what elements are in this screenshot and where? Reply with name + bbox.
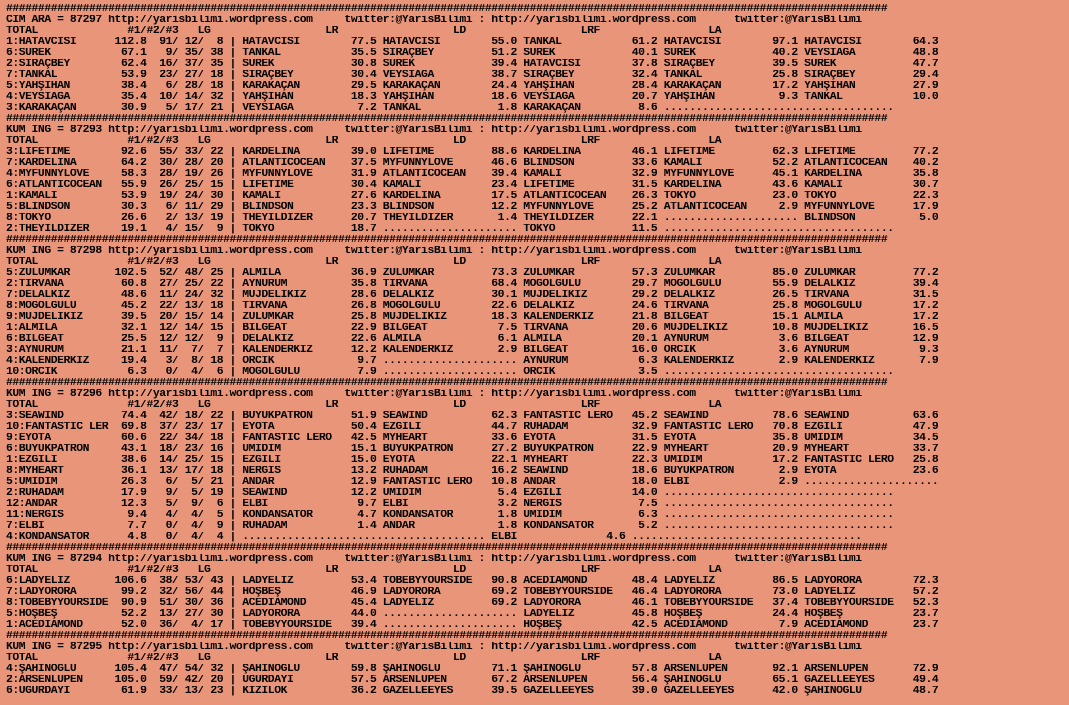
separator-line: ##########################################################################################################################################	[6, 543, 888, 554]
stat-row: 12:ANDAR 12.3 5/ 9/ 6 | ELBİ 9.7 ELBİ 3.2 NERGİS 7.5 ....................................	[6, 499, 894, 510]
stat-row: 6:UĞURDAYI 61.9 33/ 13/ 23 | KIZILOK 36.2 GAZELLEEYES 39.5 GAZELLEEYES 39.0 GAZELLEEYES 42.0 ŞAHİNOĞLU 48.7	[6, 686, 939, 697]
separator-line: ##########################################################################################################################################	[6, 378, 888, 389]
column-header-line: TOTAL #1/#2/#3 LG LR LD LRF LA	[6, 400, 722, 411]
stat-row: 2:TİRVANA 60.8 27/ 25/ 22 | AYNURUM 35.8 TİRVANA 68.4 MOĞOLGÜLÜ 29.7 MOĞOLGÜLÜ 55.9 DELALKIZ 39.4	[6, 279, 939, 290]
stat-row: 4:MYFUNNYLOVE 58.3 28/ 19/ 26 | MYFUNNYLOVE 31.9 ATLANTICOCEAN 39.4 KAMALI 32.9 MYFUNNYLOVE 45.1 KARDELINA 35.8	[6, 169, 939, 180]
stat-row: 2:THEYILDIZER 19.1 4/ 15/ 9 | TOKYO 18.7 ..................... TOKYO 11.5 ....................................	[6, 224, 894, 235]
column-header-line: TOTAL #1/#2/#3 LG LR LD LRF LA	[6, 136, 722, 147]
race-header-line: KUM ING = 87294 http://yarisbilimi.wordpress.com twitter:@YarisBilimi : http://yarisbilimi.wordpress.com twitter:@YarisBilimi	[6, 554, 862, 565]
stat-row: 8:TOKYO 26.6 2/ 13/ 19 | THEYILDIZER 20.7 THEYILDIZER 1.4 THEYILDIZER 22.1 ..................... BLINDSON 5.0	[6, 213, 939, 224]
stat-row: 6:ATLANTICOCEAN 55.9 26/ 25/ 15 | LIFETIME 30.4 KAMALI 23.4 LIFETIME 31.5 KARDELINA 43.6 KAMALI 30.7	[6, 180, 939, 191]
stat-row: 2:RUHADAM 17.9 9/ 5/ 19 | SEAWIND 12.2 ÜMİDİM 5.4 EZGİLİ 14.0 ....................................	[6, 488, 894, 499]
stat-row: 7:ELBİ 7.7 0/ 4/ 9 | RUHADAM 1.4 ANDAR 1.8 KONDANSATÖR 5.2 ....................................	[6, 521, 894, 532]
column-header-line: TOTAL #1/#2/#3 LG LR LD LRF LA	[6, 653, 722, 664]
stat-row: 8:MOĞOLGÜLÜ 45.2 22/ 13/ 18 | TİRVANA 26.8 MOĞOLGÜLÜ 22.6 DELALKIZ 24.6 TİRVANA 25.8 MOĞOLGÜLÜ 17.2	[6, 301, 939, 312]
stat-row: 6:BİLGEAT 25.5 12/ 12/ 9 | DELALKIZ 22.6 ALMİLA 6.1 ALMİLA 20.1 AYNURUM 3.6 BİLGEAT 12.9	[6, 334, 939, 345]
separator-line: ##########################################################################################################################################	[6, 631, 888, 642]
stat-row: 5:YAHŞİHAN 38.4 6/ 28/ 18 | KARAKAÇAN 29.5 KARAKAÇAN 24.4 YAHŞİHAN 28.4 KARAKAÇAN 17.2 YAHŞİHAN 27.9	[6, 81, 939, 92]
stat-row: 6:LADYELIZ 106.6 38/ 53/ 43 | LADYELIZ 53.4 TOBEBYYOURSIDE 90.8 ACEDIAMOND 48.4 LADYELIZ 86.5 LADYORORA 72.3	[6, 576, 939, 587]
stat-row: 1:EZGİLİ 38.6 14/ 25/ 15 | EZGİLİ 15.0 EYOTA 22.1 MYHEART 22.3 ÜMİDİM 17.2 FANTASTIC LERO 25.8	[6, 455, 939, 466]
stat-row: 10:ORCİK 6.3 0/ 4/ 6 | MOĞOLGÜLÜ 7.9 ..................... ORCİK 3.5 ....................................	[6, 367, 894, 378]
race-header-line: KUM ING = 87293 http://yarisbilimi.wordpress.com twitter:@YarisBilimi : http://yarisbilimi.wordpress.com twitter:@YarisBilimi	[6, 125, 862, 136]
stat-row: 7:KARDELINA 64.2 30/ 28/ 20 | ATLANTICOCEAN 37.5 MYFUNNYLOVE 46.6 BLINDSON 33.6 KAMALI 52.2 ATLANTICOCEAN 40.2	[6, 158, 939, 169]
stat-row: 1:HATAVCISI 112.8 91/ 12/ 8 | HATAVCISI 77.5 HATAVCISI 55.0 TANKAL 61.2 HATAVCISI 97.1 HATAVCISI 64.3	[6, 37, 939, 48]
race-header-line: KUM ING = 87296 http://yarisbilimi.wordpress.com twitter:@YarisBilimi : http://yarisbilimi.wordpress.com twitter:@YarisBilimi	[6, 389, 862, 400]
race-header-line: KUM ING = 87298 http://yarisbilimi.wordpress.com twitter:@YarisBilimi : http://yarisbilimi.wordpress.com twitter:@YarisBilimi	[6, 246, 862, 257]
stat-row: 1:ACEDIAMOND 52.0 36/ 4/ 17 | TOBEBYYOURSIDE 39.4 ..................... HOŞBEŞ 42.5 ACEDIAMOND 7.9 ACEDIAMOND 23.7	[6, 620, 939, 631]
stat-row: 4:KONDANSATÖR 4.8 0/ 4/ 4 | ...................................... ELBİ 4.6 ....................................	[6, 532, 862, 543]
stat-row: 1:KAMALI 53.9 19/ 24/ 30 | KAMALI 27.6 KARDELINA 17.5 ATLANTICOCEAN 26.3 TOKYO 23.0 TOKYO 22.3	[6, 191, 939, 202]
stat-row: 9:MÜJDELİKIZ 39.5 20/ 15/ 14 | ZÜLUMKAR 25.8 MÜJDELİKIZ 18.3 KALENDERKIZ 21.8 BİLGEAT 15.1 ALMİLA 17.2	[6, 312, 939, 323]
separator-line: ##########################################################################################################################################	[6, 235, 888, 246]
stat-row: 7:LADYORORA 99.2 32/ 56/ 44 | HOŞBEŞ 46.9 LADYORORA 69.2 TOBEBYYOURSIDE 46.4 LADYORORA 73.0 LADYELIZ 57.2	[6, 587, 939, 598]
column-header-line: TOTAL #1/#2/#3 LG LR LD LRF LA	[6, 26, 722, 37]
stat-row: 9:EYOTA 60.6 22/ 34/ 18 | FANTASTIC LERO 42.5 MYHEART 33.6 EYOTA 31.5 EYOTA 35.8 ÜMİDİM 34.5	[6, 433, 939, 444]
stat-row: 3:KARAKAÇAN 30.9 5/ 17/ 21 | VEYSİAĞA 7.2 TANKAL 1.8 KARAKAÇAN 8.6 ....................................	[6, 103, 894, 114]
stat-row: 7:DELALKIZ 48.6 11/ 24/ 32 | MÜJDELİKIZ 28.6 DELALKIZ 30.1 MÜJDELİKIZ 29.2 DELALKIZ 26.5 TİRVANA 31.5	[6, 290, 939, 301]
stat-row: 5:ÜMİDİM 26.3 6/ 5/ 21 | ANDAR 12.9 FANTASTIC LERO 10.8 ANDAR 18.0 ELBİ 2.9 .....................	[6, 477, 939, 488]
stat-row: 2:ARSENLUPEN 105.0 59/ 42/ 20 | UĞURDAYI 57.5 ARSENLUPEN 67.2 ARSENLUPEN 56.4 ŞAHİNOĞLU 65.1 GAZELLEEYES 49.4	[6, 675, 939, 686]
stat-row: 5:HOŞBEŞ 52.2 13/ 27/ 30 | LADYORORA 44.0 ..................... LADYELIZ 45.8 HOŞBEŞ 24.4 HOŞBEŞ 23.7	[6, 609, 939, 620]
separator-line: ##########################################################################################################################################	[6, 114, 888, 125]
stat-row: 5:BLINDSON 30.3 6/ 11/ 29 | BLINDSON 23.3 BLINDSON 12.2 MYFUNNYLOVE 25.2 ATLANTICOCEAN 2.9 MYFUNNYLOVE 17.9	[6, 202, 939, 213]
stat-row: 8:TOBEBYYOURSIDE 90.9 51/ 30/ 36 | ACEDIAMOND 45.4 LADYELIZ 69.2 LADYORORA 46.1 TOBEBYYOURSIDE 37.4 TOBEBYYOURSIDE 52.3	[6, 598, 939, 609]
stat-row: 6:SÜREK 67.1 9/ 35/ 38 | TANKAL 35.5 SIRAÇBEY 51.2 SÜREK 40.1 SÜREK 40.2 VEYSİAĞA 48.8	[6, 48, 939, 59]
stat-row: 6:BÜYÜKPATRON 43.1 18/ 23/ 16 | ÜMİDİM 15.1 BÜYÜKPATRON 27.2 BÜYÜKPATRON 22.9 MYHEART 20.9 MYHEART 33.7	[6, 444, 939, 455]
stat-row: 3:LIFETIME 92.6 55/ 33/ 22 | KARDELINA 39.0 LIFETIME 88.6 KARDELINA 46.1 LIFETIME 62.3 LIFETIME 77.2	[6, 147, 939, 158]
stat-row: 3:AYNURUM 21.1 11/ 7/ 7 | KALENDERKIZ 12.2 KALENDERKIZ 2.9 BİLGEAT 16.0 ORCİK 3.6 AYNURUM 9.3	[6, 345, 939, 356]
stat-row: 7:TANKAL 53.9 23/ 27/ 18 | SIRAÇBEY 30.4 VEYSİAĞA 38.7 SIRAÇBEY 32.4 TANKAL 25.8 SIRAÇBEY 29.4	[6, 70, 939, 81]
stat-row: 1:ALMİLA 32.1 12/ 14/ 15 | BİLGEAT 22.9 BİLGEAT 7.5 TİRVANA 20.6 MÜJDELİKIZ 10.8 MÜJDELİKIZ 16.5	[6, 323, 939, 334]
stat-row: 5:ZÜLUMKAR 102.5 52/ 48/ 25 | ALMİLA 36.9 ZÜLUMKAR 73.3 ZÜLUMKAR 57.3 ZÜLUMKAR 85.0 ZÜLUMKAR 77.2	[6, 268, 939, 279]
separator-line: ##########################################################################################################################################	[6, 4, 888, 15]
stat-row: 3:SEAWIND 74.4 42/ 18/ 22 | BÜYÜKPATRON 51.9 SEAWIND 62.3 FANTASTIC LERO 45.2 SEAWIND 78.6 SEAWIND 63.6	[6, 411, 939, 422]
stat-row: 10:FANTASTIC LER 69.8 37/ 23/ 17 | EYOTA 50.4 EZGİLİ 44.7 RUHADAM 32.9 FANTASTIC LERO 70.8 EZGİLİ 47.9	[6, 422, 939, 433]
stat-row: 11:NERGİS 9.4 4/ 4/ 5 | KONDANSATÖR 4.7 KONDANSATÖR 1.8 ÜMİDİM 6.3 ....................................	[6, 510, 894, 521]
stat-row: 4:ŞAHİNOĞLU 105.4 47/ 54/ 32 | ŞAHİNOĞLU 59.8 ŞAHİNOĞLU 71.1 ŞAHİNOĞLU 57.8 ARSENLUPEN 92.1 ARSENLUPEN 72.9	[6, 664, 939, 675]
column-header-line: TOTAL #1/#2/#3 LG LR LD LRF LA	[6, 565, 722, 576]
race-header-line: CIM ARA = 87297 http://yarisbilimi.wordpress.com twitter:@YarisBilimi : http://yarisbilimi.wordpress.com twitter:@YarisBilimi	[6, 15, 862, 26]
stat-row: 4:KALENDERKIZ 19.4 3/ 8/ 18 | ORCİK 9.7 ..................... AYNURUM 6.3 KALENDERKIZ 2.9 KALENDERKIZ 7.9	[6, 356, 939, 367]
stat-row: 8:MYHEART 36.1 13/ 17/ 18 | NERGİS 13.2 RUHADAM 16.2 SEAWIND 18.6 BÜYÜKPATRON 2.9 EYOTA 23.6	[6, 466, 939, 477]
race-header-line: KUM ING = 87295 http://yarisbilimi.wordpress.com twitter:@YarisBilimi : http://yarisbilimi.wordpress.com twitter:@YarisBilimi	[6, 642, 862, 653]
stat-row: 4:VEYSİAĞA 35.4 10/ 14/ 32 | YAHŞİHAN 18.3 YAHŞİHAN 18.6 VEYSİAĞA 20.7 YAHŞİHAN 9.3 TANKAL 10.0	[6, 92, 939, 103]
stat-row: 2:SIRAÇBEY 62.4 16/ 37/ 35 | SÜREK 30.8 SÜREK 39.4 HATAVCISI 37.8 SIRAÇBEY 39.5 SÜREK 47.7	[6, 59, 939, 70]
column-header-line: TOTAL #1/#2/#3 LG LR LD LRF LA	[6, 257, 722, 268]
